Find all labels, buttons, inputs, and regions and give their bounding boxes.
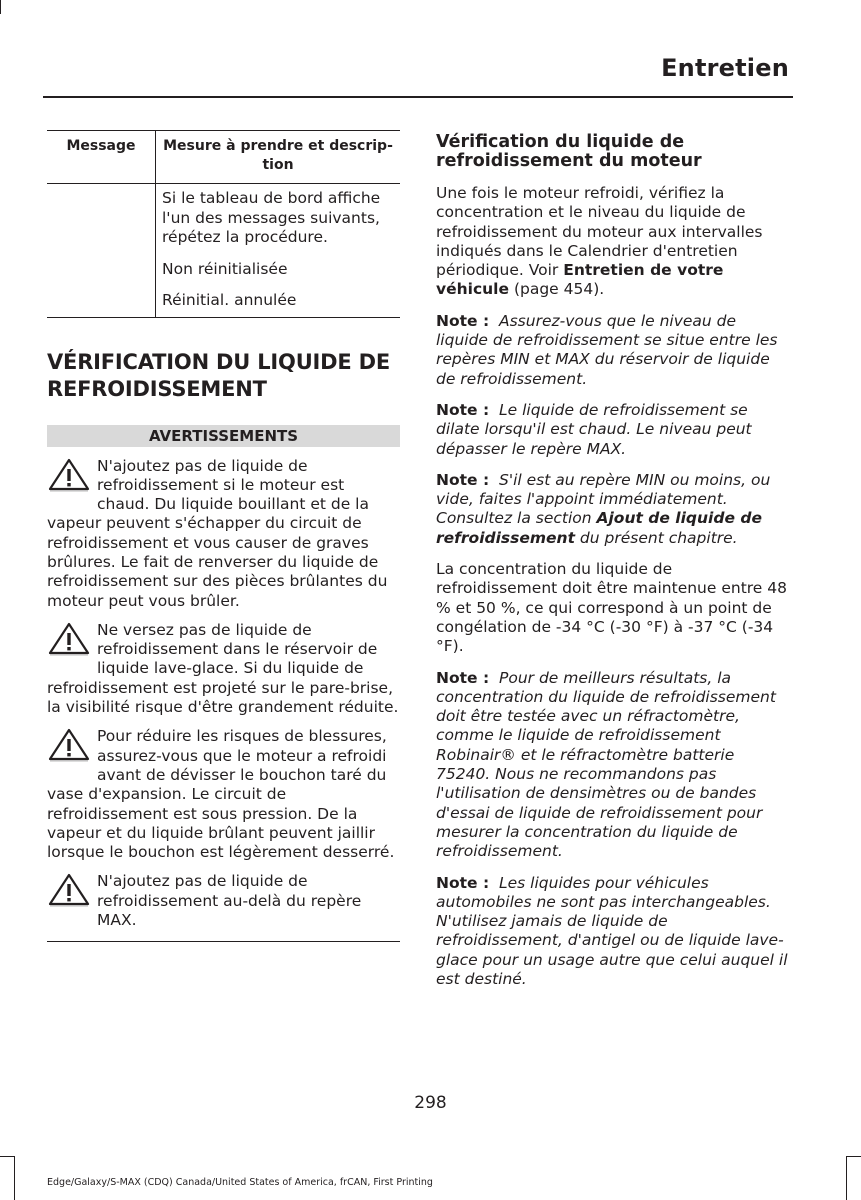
note-5-text: Les liquides pour véhicules automobiles ne sont pas interchangeables. N'utilisez jamais de liquide de refroidissement, d'antigel ou de liquide lave-glace pour un usage autre que celui auquel il est destiné. (436, 873, 788, 988)
table-line-3: Réinitial. annulée (162, 291, 297, 309)
warning-1-text: N'ajoutez pas de liquide de refroidissement si le moteur est chaud. Du liquide bouillant et de la vapeur peuvent s'échapper du circuit de refroidissement et vous causer de graves brûlures. Le fait de renverser du liquide de refroidissement sur des pièces brûlantes du moteur peut vous brûler. (47, 456, 388, 610)
warning-4 (47, 872, 400, 930)
warning-3-text: Pour réduire les risques de blessures, assurez-vous que le moteur a refroidi avant de dévisser le bouchon taré du vase d'expansion. Le circuit de refroidissement est sous pression. De la vapeur et du liquide brûlant peuvent jaillir lorsque le bouchon est légèrement desserré. (47, 727, 395, 862)
note-3-tail: du présent chapitre. (575, 528, 738, 547)
intro-text: Une fois le moteur refroidi, vérifiez la concentration et le niveau du liquide de refroidissement du moteur aux intervalles indiqués dans le Calendrier d'entretien périodique. Voir (436, 184, 763, 280)
header-rule (43, 96, 793, 98)
crop-mark-bottom-left (14, 1156, 15, 1200)
right-column (436, 130, 791, 989)
warning-2-text: Ne versez pas de liquide de refroidissement dans le réservoir de liquide lave-glace. Si du liquide de refroidissement est projeté sur le pare-brise, la visibilité risque d'être grandement réduite. (47, 620, 399, 717)
intro-paragraph (436, 184, 791, 300)
warning-1 (47, 457, 400, 611)
section-heading: VÉRIFICATION DU LIQUIDE DE REFROIDISSEMENT (47, 349, 391, 401)
note-1 (436, 312, 791, 389)
page-number: 298 (414, 1093, 447, 1113)
left-column (47, 130, 400, 942)
note-label: Note : (436, 400, 490, 419)
crop-mark-bottom-right (846, 1156, 847, 1200)
note-3-text: S'il est au repère MIN ou moins, ou vide, faites l'appoint immédiatement. Consultez la section (436, 470, 771, 528)
table-header-message: Message (47, 131, 156, 184)
intro-tail: (page 454). (509, 280, 605, 299)
warning-3 (47, 727, 400, 862)
footer-text: Edge/Galaxy/S-MAX (CDQ) Canada/United States of America, frCAN, First Printing (47, 1177, 433, 1188)
warnings-title: AVERTISSEMENTS (47, 425, 400, 447)
note-5 (436, 874, 791, 990)
note-label: Note : (436, 470, 490, 489)
coolant-add-link[interactable]: Ajout de liquide de refroidissement (436, 509, 762, 547)
note-label: Note : (436, 311, 490, 330)
page-title: Entretien (661, 54, 789, 82)
crop-mark-bottom-right-h (846, 1156, 861, 1157)
warning-triangle-icon (47, 873, 97, 911)
note-4-text: Pour de meilleurs résultats, la concentration du liquide de refroidissement doit être testée avec un réfractomètre, comme le liquide de refroidissement Robinair® et le réfractomètre batterie 75240. Nous ne recommandons pas l'utilisation de densimètres ou de bandes d'essai de liquide de refroidissement pour mesurer la concentration du liquide de refroidissement. (436, 668, 776, 861)
maintenance-link[interactable]: Entretien de votre véhicule (436, 261, 724, 299)
note-label: Note : (436, 668, 490, 687)
note-1-text: Assurez-vous que le niveau de liquide de refroidissement se situe entre les repères MIN et MAX du réservoir de liquide de refroidissement. (436, 311, 778, 388)
warning-triangle-icon (47, 458, 97, 496)
crop-mark-top-left (0, 0, 1, 14)
table-line-1: Si le tableau de bord affiche l'un des messages suivants, répétez la procédure. (162, 189, 381, 246)
note-4 (436, 669, 791, 862)
table-cell-action (156, 184, 401, 318)
message-table (47, 130, 400, 318)
warning-triangle-icon (47, 728, 97, 766)
note-2 (436, 401, 791, 459)
subsection-heading: Vérification du liquide de refroidissement du moteur (436, 132, 702, 171)
warning-4-text: N'ajoutez pas de liquide de refroidissement au-delà du repère MAX. (97, 872, 362, 930)
crop-mark-bottom-left-h (0, 1156, 15, 1157)
table-line-2: Non réinitialisée (162, 259, 288, 278)
warnings-end-rule (47, 941, 400, 942)
warning-2 (47, 621, 400, 717)
note-label: Note : (436, 873, 490, 892)
note-2-text: Le liquide de refroidissement se dilate lorsqu'il est chaud. Le niveau peut dépasser le repère MAX. (436, 400, 752, 458)
warning-triangle-icon (47, 622, 97, 660)
note-3 (436, 471, 791, 548)
table-row (47, 184, 400, 318)
table-header-action: Mesure à prendre et descrip-tion (156, 131, 401, 184)
concentration-paragraph: La concentration du liquide de refroidissement doit être maintenue entre 48 % et 50 %, ce qui correspond à un point de congélation de -34 °C (-30 °F) à -37 °C (-34 °F). (436, 560, 787, 656)
table-cell-message (47, 184, 156, 318)
